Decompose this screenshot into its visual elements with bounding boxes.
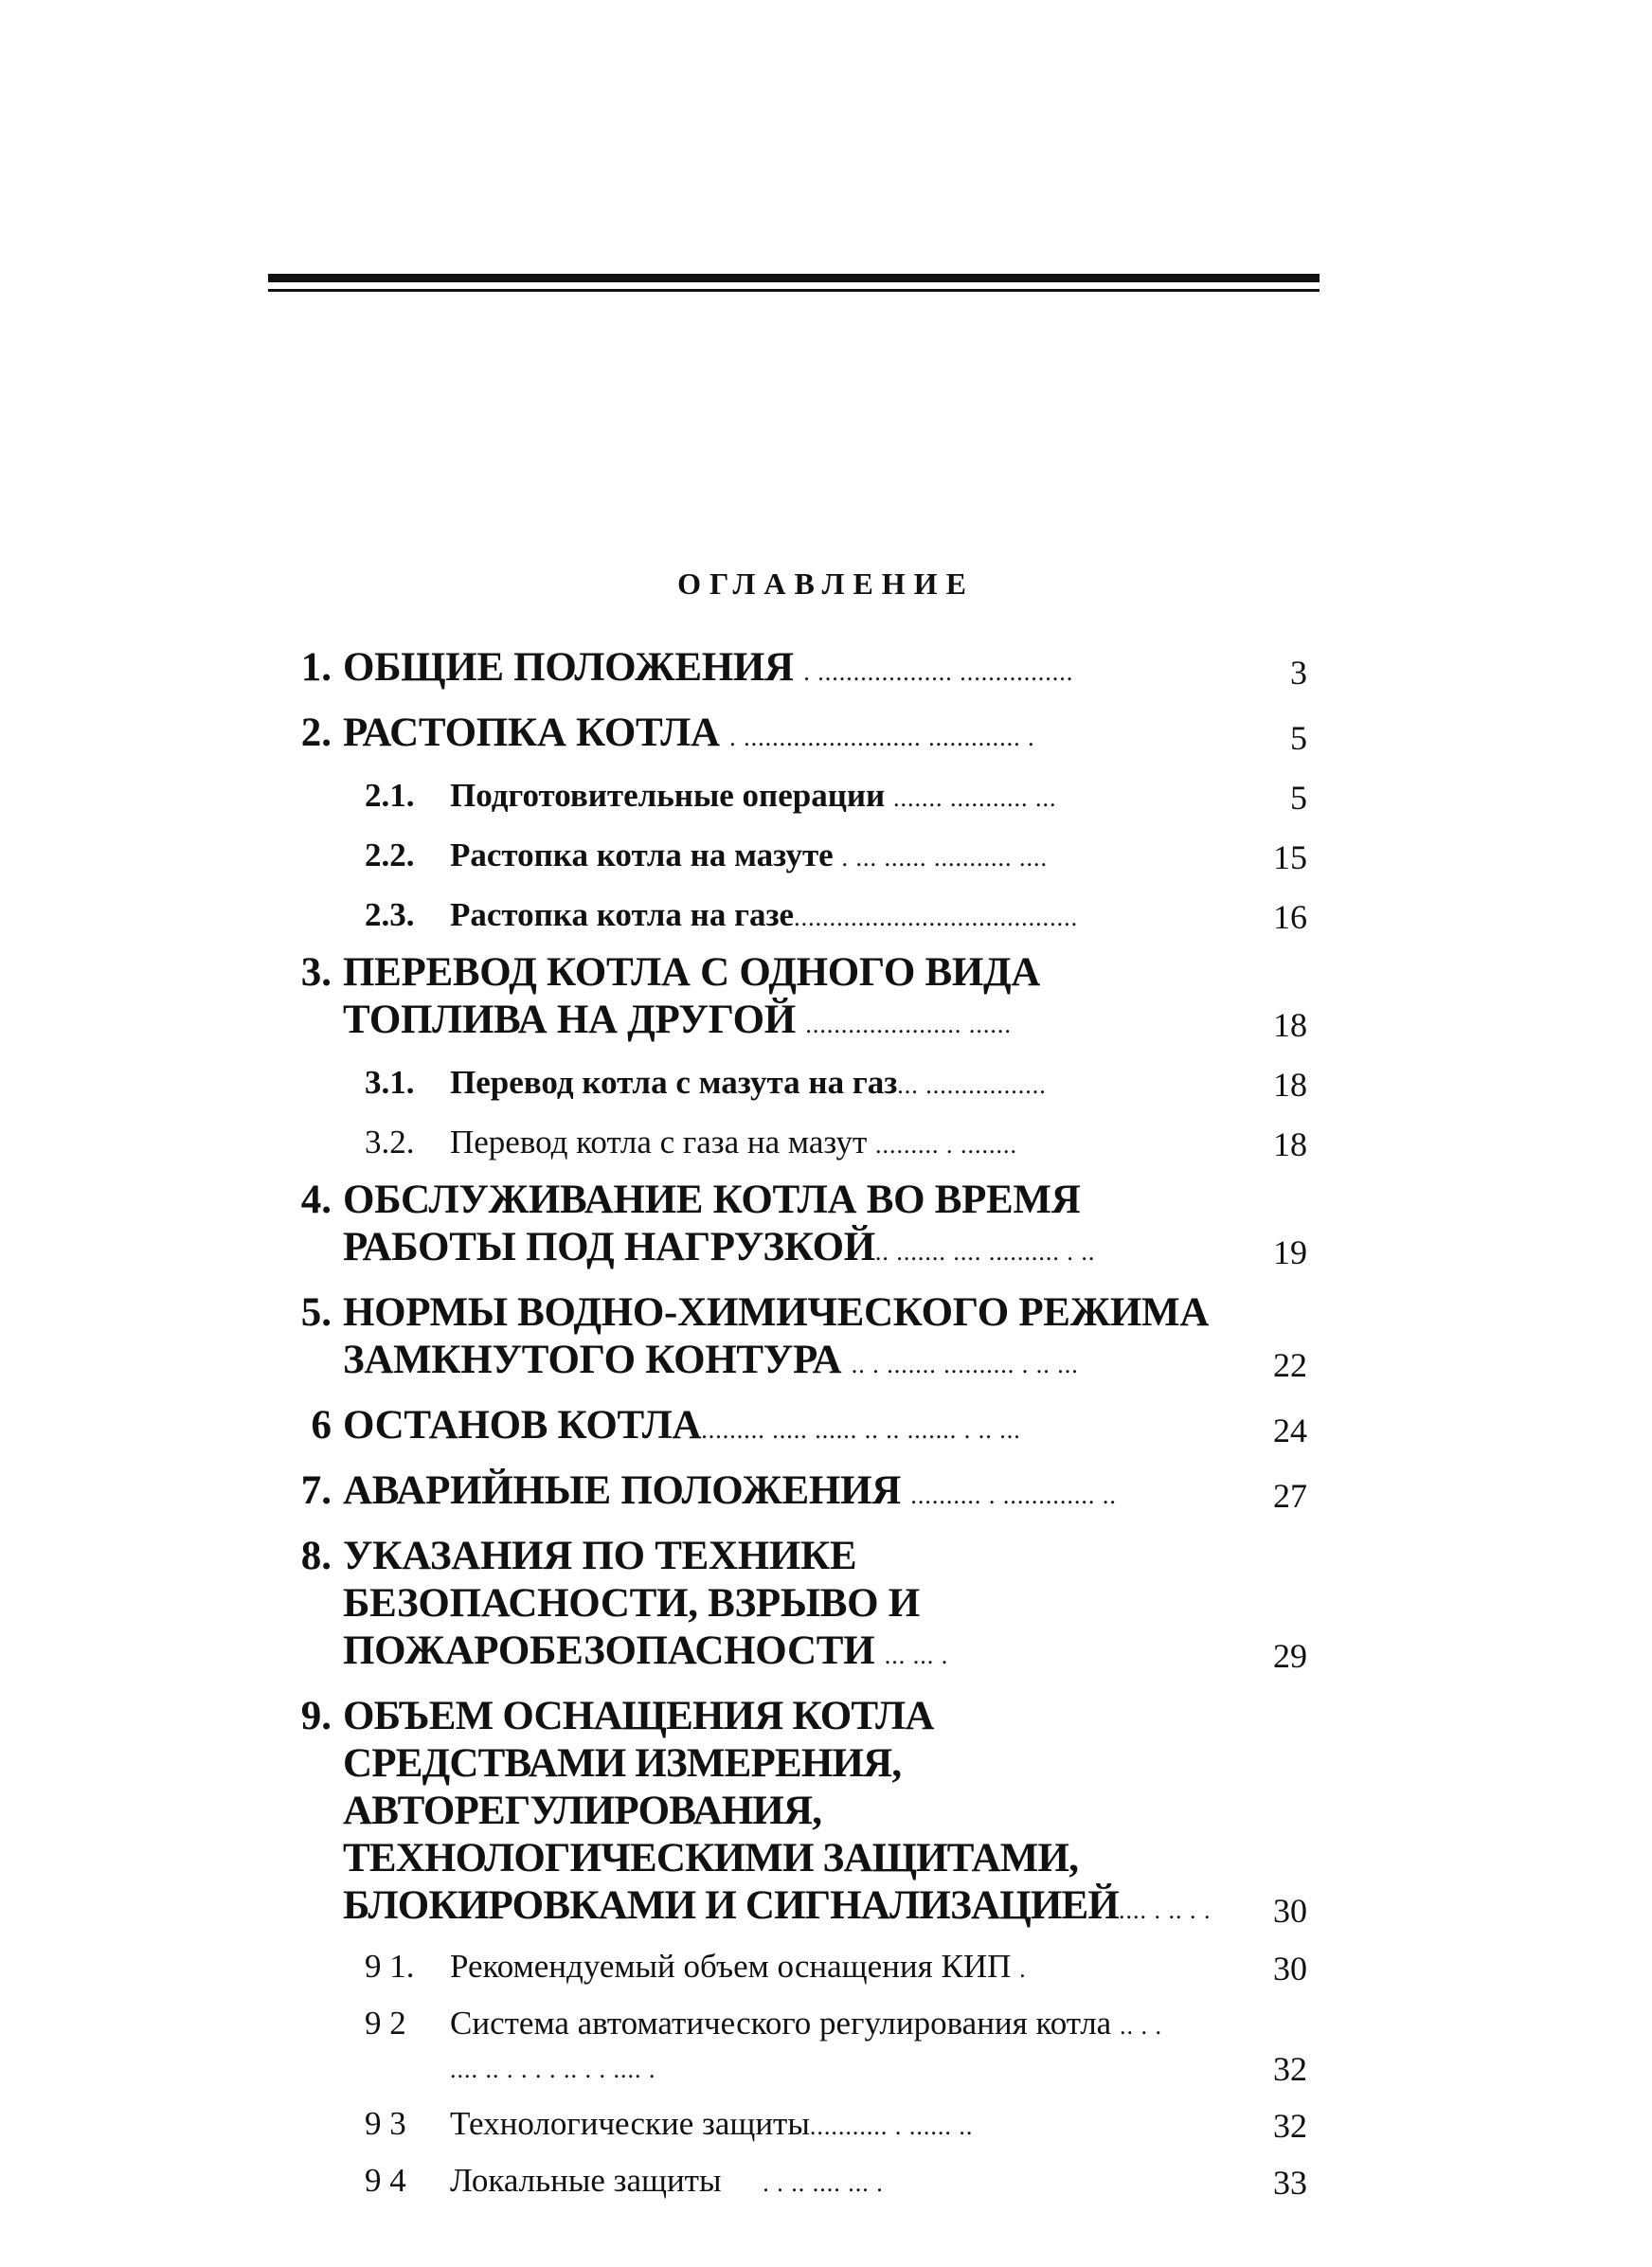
toc-entry-9-2[interactable] — [284, 2003, 1326, 2090]
toc-entry-page: 29 — [1273, 1637, 1307, 1675]
top-rule-thin — [268, 289, 1320, 292]
toc-entry-page: 24 — [1273, 1412, 1307, 1449]
toc-entry-text: АВАРИЙНЫЕ ПОЛОЖЕНИЯ — [343, 1468, 901, 1513]
toc-entry-9-4[interactable] — [284, 2160, 1326, 2204]
toc-entry-page: 30 — [1273, 1950, 1307, 1988]
leader-dots: . . .. .... ... . — [763, 2169, 884, 2197]
toc-entry-number: 2.3. — [365, 896, 415, 933]
toc-entry-number: 8. — [300, 1534, 332, 1578]
leader-dots: . ... ...... ........... .... — [841, 844, 1048, 872]
toc-entry-text: Растопка котла на мазуте — [450, 837, 834, 873]
toc-entry-text: НОРМЫ ВОДНО-ХИМИЧЕСКОГО РЕЖИМА ЗАМКНУТОГО КОНТУРА — [343, 1290, 1210, 1382]
leader-dots: . ......................... ............. . — [729, 724, 1035, 751]
leader-dots: .......... . ............. .. — [910, 1482, 1117, 1509]
toc-entry-3-1[interactable] — [284, 1062, 1326, 1106]
toc-entry-4[interactable] — [284, 1177, 1326, 1276]
toc-entry-number: 9 1. — [365, 1948, 415, 1985]
toc-entry-text: ОБЩИЕ ПОЛОЖЕНИЯ — [343, 645, 794, 690]
toc-entry-page: 5 — [1290, 719, 1307, 757]
toc-entry-text: ОБСЛУЖИВАНИЕ КОТЛА ВО ВРЕМЯ РАБОТЫ ПОД НАГРУЗКОЙ — [343, 1178, 1081, 1269]
toc-entry-3[interactable] — [284, 949, 1326, 1049]
toc-entry-number: 3. — [300, 950, 332, 995]
toc-entry-page: 5 — [1290, 779, 1307, 817]
toc-entry-9-3[interactable] — [284, 2103, 1326, 2147]
toc-entry-page: 15 — [1273, 838, 1307, 876]
table-of-contents — [284, 644, 1326, 2204]
toc-entry-3-2[interactable] — [284, 1122, 1326, 1165]
leader-dots: ...................... ...... — [805, 1011, 1012, 1038]
toc-entry-page: 33 — [1273, 2164, 1307, 2202]
toc-entry-text: Растопка котла на газе — [450, 896, 795, 933]
toc-entry-number: 9 2 — [365, 2005, 406, 2042]
toc-entry-page: 16 — [1273, 898, 1307, 936]
leader-dots: .. . . .... .. . . . . .. . . .... . — [450, 2012, 1162, 2083]
toc-entry-number: 6 — [311, 1403, 332, 1448]
toc-entry-1[interactable] — [284, 644, 1326, 696]
leader-dots: . ................... ................ — [803, 658, 1074, 686]
toc-entry-text: ОСТАНОВ КОТЛА — [343, 1403, 702, 1448]
leader-dots: . — [1019, 1955, 1027, 1983]
toc-entry-number: 3.2. — [365, 1124, 415, 1160]
leader-dots: .. . ....... .......... . .. ... — [851, 1351, 1079, 1378]
leader-dots: ... ... . — [884, 1642, 949, 1669]
toc-entry-number: 5. — [300, 1290, 332, 1335]
toc-entry-text: Перевод котла с мазута на газ — [450, 1064, 898, 1101]
toc-entry-2[interactable] — [284, 710, 1326, 762]
toc-entry-page: 32 — [1273, 2050, 1307, 2088]
toc-entry-page: 19 — [1273, 1233, 1307, 1271]
toc-entry-text: ПЕРЕВОД КОТЛА С ОДНОГО ВИДА ТОПЛИВА НА ДРУГОЙ — [343, 950, 1041, 1042]
toc-entry-page: 30 — [1273, 1892, 1307, 1930]
leader-dots: ... ................. — [897, 1071, 1047, 1099]
leader-dots: ....... ........... ... — [892, 784, 1057, 812]
toc-title: ОГЛАВЛЕНИЕ — [677, 567, 975, 601]
toc-entry-page: 18 — [1273, 1066, 1307, 1104]
leader-dots: ......... . ........ — [875, 1131, 1018, 1159]
toc-entry-page: 32 — [1273, 2107, 1307, 2145]
toc-entry-text: Локальные защиты — [450, 2162, 722, 2199]
toc-entry-page: 18 — [1273, 1125, 1307, 1163]
top-rule-thick — [268, 274, 1320, 282]
toc-entry-page: 18 — [1273, 1006, 1307, 1044]
toc-entry-7[interactable] — [284, 1467, 1326, 1520]
toc-entry-2-3[interactable] — [284, 894, 1326, 938]
toc-entry-page: 27 — [1273, 1477, 1307, 1515]
toc-entry-number: 2.1. — [365, 777, 415, 814]
toc-entry-6[interactable] — [284, 1402, 1326, 1454]
leader-dots: ......... ..... ...... .. .. ....... . .. ... — [701, 1416, 1021, 1444]
toc-entry-page: 3 — [1290, 654, 1307, 692]
leader-dots: .. ....... .... .......... . .. — [874, 1238, 1096, 1266]
toc-entry-9[interactable] — [284, 1693, 1326, 1934]
toc-entry-text: Технологические защиты — [450, 2105, 810, 2142]
toc-entry-text: Рекомендуемый объем оснащения КИП — [450, 1948, 1012, 1985]
toc-entry-number: 2. — [300, 711, 332, 755]
toc-entry-2-2[interactable] — [284, 835, 1326, 878]
toc-entry-text: Система автоматического регулирования котла — [450, 2005, 1112, 2042]
toc-entry-number: 1. — [300, 645, 332, 690]
toc-entry-number: 7. — [300, 1468, 332, 1513]
toc-entry-text: РАСТОПКА КОТЛА — [343, 711, 720, 755]
leader-dots: .... . .. . . — [1119, 1897, 1212, 1924]
toc-entry-9-1[interactable] — [284, 1946, 1326, 1989]
toc-entry-2-1[interactable] — [284, 775, 1326, 819]
toc-entry-number: 4. — [300, 1178, 332, 1222]
toc-entry-number: 9 4 — [365, 2162, 406, 2199]
leader-dots: ........................................ — [794, 904, 1079, 931]
toc-entry-number: 9 3 — [365, 2105, 406, 2142]
toc-entry-number: 2.2. — [365, 837, 415, 873]
toc-entry-number: 9. — [300, 1694, 332, 1738]
toc-entry-text: ОБЪЕМ ОСНАЩЕНИЯ КОТЛА СРЕДСТВАМИ ИЗМЕРЕНИЯ, АВТОРЕГУЛИРОВАНИЯ, ТЕХНОЛОГИЧЕСКИМИ ЗАЩИТАМИ, БЛОКИРОВКАМИ И СИГНАЛИЗАЦИЕЙ — [343, 1694, 1120, 1928]
toc-entry-text: Подготовительные операции — [450, 777, 886, 814]
leader-dots: ........... . ...... .. — [809, 2113, 974, 2140]
toc-entry-number: 3.1. — [365, 1064, 415, 1101]
toc-entry-text: Перевод котла с газа на мазут — [450, 1124, 868, 1160]
toc-entry-8[interactable] — [284, 1533, 1326, 1680]
toc-entry-5[interactable] — [284, 1289, 1326, 1389]
toc-entry-text: УКАЗАНИЯ ПО ТЕХНИКЕ БЕЗОПАСНОСТИ, ВЗРЫВО И ПОЖАРОБЕЗОПАСНОСТИ — [343, 1534, 920, 1673]
toc-entry-page: 22 — [1273, 1346, 1307, 1384]
